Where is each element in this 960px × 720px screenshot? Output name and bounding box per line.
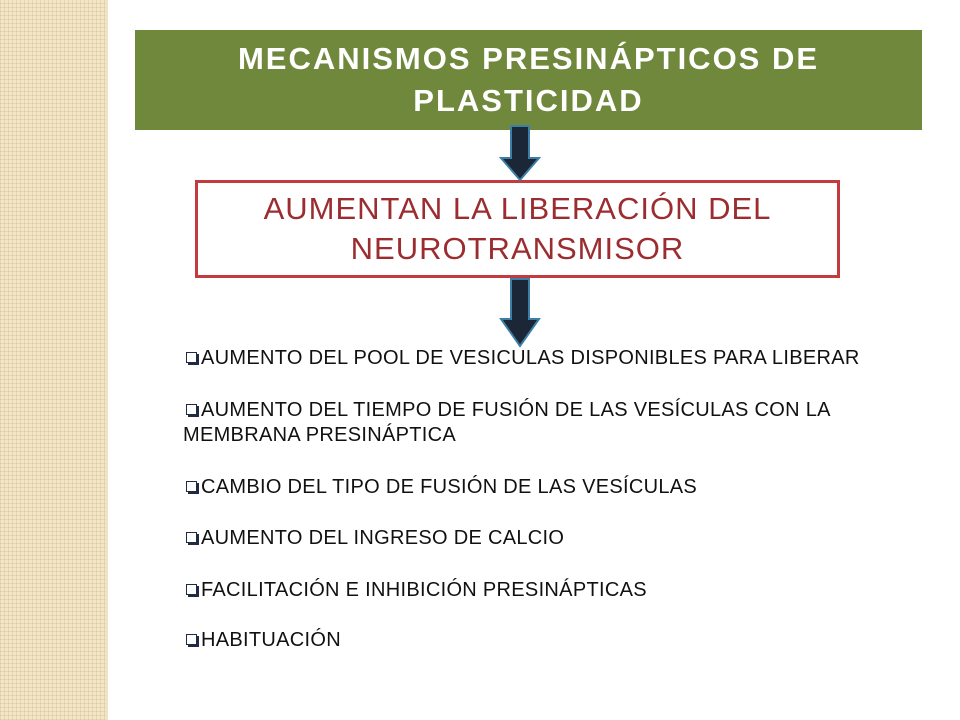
title-box bbox=[135, 30, 922, 130]
checkbox-bullet-icon bbox=[186, 481, 197, 492]
down-arrow-icon bbox=[501, 126, 539, 180]
list-item bbox=[183, 475, 697, 500]
list-item-text-continued: MEMBRANA PRESINÁPTICA bbox=[183, 424, 457, 446]
title-line: PLASTICIDAD bbox=[413, 83, 644, 118]
checkbox-bullet-icon bbox=[186, 352, 197, 363]
subtitle-line: AUMENTAN LA LIBERACIÓN DEL bbox=[263, 191, 772, 226]
list-item bbox=[183, 628, 341, 653]
down-arrow-icon bbox=[501, 279, 539, 346]
subtitle-box bbox=[195, 180, 840, 278]
checkbox-bullet-icon bbox=[186, 634, 197, 645]
list-item-text: AUMENTO DEL INGRESO DE CALCIO bbox=[201, 527, 565, 549]
title-line: MECANISMOS PRESINÁPTICOS DE bbox=[237, 41, 820, 76]
list-item bbox=[183, 578, 647, 603]
list-item-text: AUMENTO DEL TIEMPO DE FUSIÓN DE LAS VESÍCULAS CON LA bbox=[201, 399, 831, 421]
list-item bbox=[183, 526, 564, 551]
checkbox-bullet-icon bbox=[186, 584, 197, 595]
list-item bbox=[183, 398, 831, 448]
list-item-text: CAMBIO DEL TIPO DE FUSIÓN DE LAS VESÍCULAS bbox=[201, 476, 698, 498]
list-item-text: AUMENTO DEL POOL DE VESICULAS DISPONIBLES PARA LIBERAR bbox=[201, 347, 860, 369]
decorative-sidebar bbox=[0, 0, 108, 720]
checkbox-bullet-icon bbox=[186, 404, 197, 415]
list-item-text: HABITUACIÓN bbox=[201, 629, 341, 651]
subtitle-line: NEUROTRANSMISOR bbox=[350, 231, 685, 266]
checkbox-bullet-icon bbox=[186, 532, 197, 543]
list-item bbox=[183, 346, 860, 371]
list-item-text: FACILITACIÓN E INHIBICIÓN PRESINÁPTICAS bbox=[201, 579, 647, 601]
